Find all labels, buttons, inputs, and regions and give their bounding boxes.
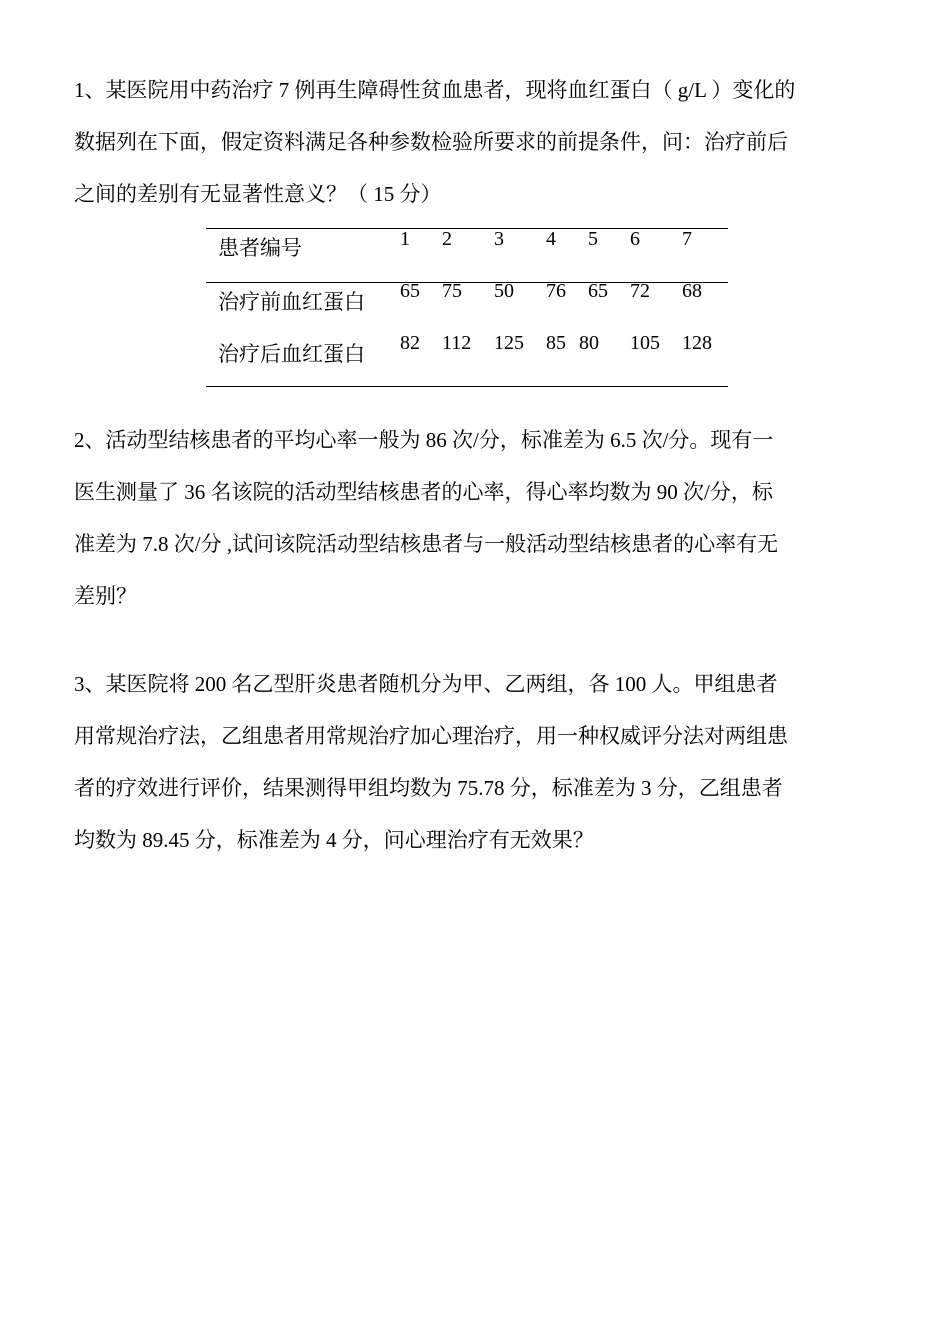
patient-id-cell: 5 xyxy=(588,228,598,250)
before-value-cell: 65 xyxy=(588,280,608,302)
question-2-line: 差别？ xyxy=(74,584,137,608)
question-3-line: 者的疗效进行评价，结果测得甲组均数为 75.78 分，标准差为 3 分，乙组患者 xyxy=(74,776,783,800)
patient-id-cell: 2 xyxy=(442,228,452,250)
question-3-line: 3、某医院将 200 名乙型肝炎患者随机分为甲、乙两组，各 100 人。甲组患者 xyxy=(74,672,778,696)
table-bottom-rule xyxy=(206,386,728,387)
after-value-cell: 125 xyxy=(494,332,524,354)
question-3 xyxy=(74,658,882,866)
after-value-cell: 112 xyxy=(442,332,472,354)
row-label-patient-id: 患者编号 xyxy=(218,236,302,260)
before-value-cell: 50 xyxy=(494,280,514,302)
question-2-line: 医生测量了 36 名该院的活动型结核患者的心率，得心率均数为 90 次/分，标 xyxy=(74,480,773,504)
before-value-cell: 65 xyxy=(400,280,420,302)
question-2-line: 准差为 7.8 次/分 ,试问该院活动型结核患者与一般活动型结核患者的心率有无 xyxy=(74,532,779,556)
before-value-cell: 72 xyxy=(630,280,650,302)
patient-id-cell: 7 xyxy=(682,228,692,250)
row-label-after: 治疗后血红蛋白 xyxy=(218,342,365,366)
question-1-line: 1、某医院用中药治疗 7 例再生障碍性贫血患者，现将血红蛋白（ g/L ）变化的 xyxy=(74,78,796,102)
before-value-cell: 68 xyxy=(682,280,702,302)
patient-id-cell: 4 xyxy=(546,228,556,250)
after-value-cell: 80 xyxy=(579,332,599,354)
row-label-before: 治疗前血红蛋白 xyxy=(218,290,365,314)
question-3-line: 用常规治疗法，乙组患者用常规治疗加心理治疗，用一种权威评分法对两组患 xyxy=(74,724,788,748)
after-value-cell: 105 xyxy=(630,332,660,354)
after-value-cell: 85 xyxy=(546,332,566,354)
patient-id-cell: 1 xyxy=(400,228,410,250)
before-value-cell: 75 xyxy=(442,280,462,302)
question-2-line: 2、活动型结核患者的平均心率一般为 86 次/分，标准差为 6.5 次/分。现有一 xyxy=(74,428,774,452)
before-value-cell: 76 xyxy=(546,280,566,302)
question-2 xyxy=(74,414,882,622)
table-top-rule xyxy=(206,228,728,229)
question-3-line: 均数为 89.45 分，标准差为 4 分，问心理治疗有无效果？ xyxy=(74,828,594,852)
hemoglobin-table xyxy=(206,228,728,388)
patient-id-cell: 6 xyxy=(630,228,640,250)
question-1 xyxy=(74,64,882,220)
after-value-cell: 128 xyxy=(682,332,712,354)
patient-id-cell: 3 xyxy=(494,228,504,250)
question-1-line: 数据列在下面，假定资料满足各种参数检验所要求的前提条件，问：治疗前后 xyxy=(74,130,788,154)
after-value-cell: 82 xyxy=(400,332,420,354)
question-1-line: 之间的差别有无显著性意义？（ 15 分） xyxy=(74,182,442,206)
